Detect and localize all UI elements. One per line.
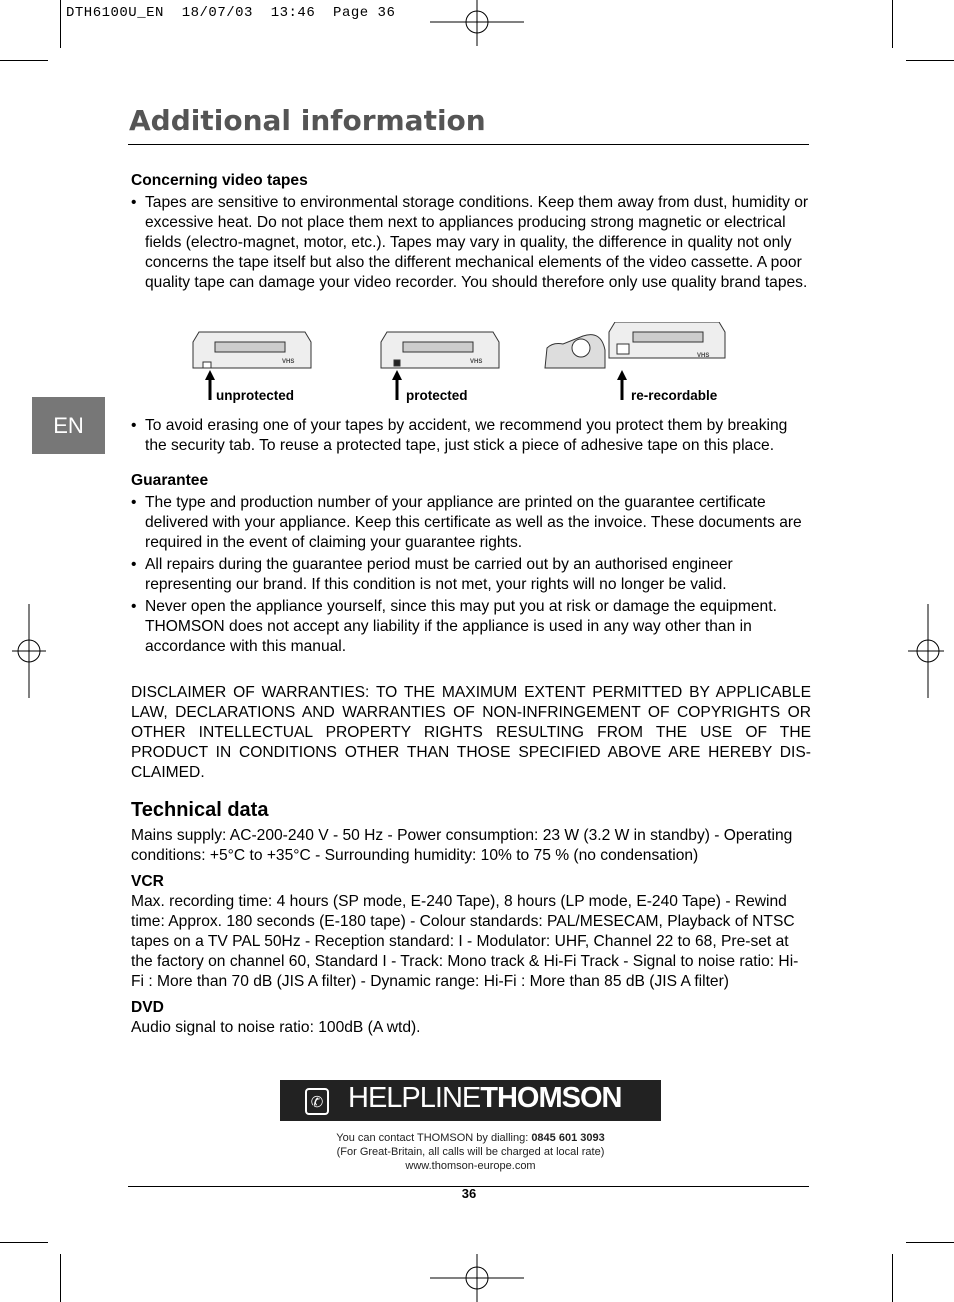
technical-heading: Technical data — [131, 799, 269, 821]
guarantee-bullet-1: • The type and production number of your appliance are printed on the guarantee certificate delivered with your appliance. Keep this certificate as well as the invoice. These documents are required in the event of claiming your guarantee rights. — [131, 493, 811, 553]
page-title: Additional information — [129, 104, 486, 137]
guarantee-section — [131, 471, 811, 659]
tapes-section-2 — [131, 416, 811, 458]
contact-note: (For Great-Britain, all calls will be charged at local rate) — [336, 1146, 605, 1158]
contact-prefix: You can contact THOMSON by dialling: — [336, 1132, 532, 1144]
helpline-light: HELPLINE — [348, 1082, 481, 1114]
vhs-label-2: VHS — [470, 359, 483, 365]
guarantee-bullet-3: • Never open the appliance yourself, since this may put you at risk or damage the equipment. THOMSON does not accept any liability if the appliance is used in any way other than in accordance with this manual. — [131, 597, 811, 657]
caption-unprotected: unprotected — [216, 388, 295, 403]
dvd-heading: DVD — [131, 999, 164, 1016]
tapes-section — [131, 171, 811, 295]
vhs-label-3: VHS — [697, 353, 710, 359]
tapes-heading: Concerning video tapes — [131, 172, 308, 189]
technical-general: Mains supply: AC-200-240 V - 50 Hz - Power consumption: 23 W (3.2 W in standby) - Operating conditions: +5°C to +35°C - Surrounding humidity: 10% to 75 % (no condensation) — [131, 827, 793, 864]
phone-icon: ✆ — [305, 1088, 329, 1115]
disclaimer: DISCLAIMER OF WARRANTIES: TO THE MAXIMUM EXTENT PERMITTED BY APPLICABLE LAW, DECLARATIONS AND WARRANTIES OF NON-INFRINGEMENT OF COPYRIGHTS OR OTHER INTELLECTUAL PROPERTY RIGHTS RESULTING FROM THE USE OF THE PRODUCT IN CONDITIONS OTHER THAN THOSE SPECIFIED ABOVE ARE HEREBY DIS-CLAIMED. — [131, 684, 811, 781]
technical-section — [131, 800, 811, 1038]
vhs-label-1: VHS — [282, 359, 295, 365]
contact-line — [280, 1131, 661, 1145]
caption-rerecordable: re-recordable — [631, 388, 718, 403]
tape-dispenser — [545, 335, 605, 368]
helpline-label — [348, 1082, 621, 1115]
tapes-bullet-1: • Tapes are sensitive to environmental storage conditions. Keep them away from dust, humidity or excessive heat. Do not place them next to appliances producing strong magnetic or electrical fields (electro-magnet, motor, etc.). Tapes may vary in quality, the difference in quality not only concerns the tape itself but also the different mechanical elements of the video cassette. A poor quality tape can damage your video recorder. You should therefore only use quality brand tapes. — [131, 193, 811, 293]
caption-protected: protected — [406, 388, 468, 403]
dvd-text: Audio signal to noise ratio: 100dB (A wtd). — [131, 1019, 421, 1036]
website: www.thomson-europe.com — [405, 1160, 536, 1172]
print-slug: DTH6100U_EN 18/07/03 13:46 Page 36 — [66, 5, 396, 21]
title-rule — [128, 144, 809, 145]
page-number: 36 — [461, 1186, 477, 1201]
tapes-bullet-2: • To avoid erasing one of your tapes by accident, we recommend you protect them by breaking the security tab. To reuse a protected tape, just stick a piece of adhesive tape on this place. — [131, 416, 811, 456]
helpline-brand: THOMSON — [480, 1082, 622, 1114]
guarantee-heading: Guarantee — [131, 472, 209, 489]
vcr-text: Max. recording time: 4 hours (SP mode, E-240 Tape), 8 hours (LP mode, E-240 Tape) - Rewind time: Approx. 180 seconds (E-180 tape) - Colour standards: PAL/MESECAM, Playback of NTSC tapes on a TV PAL 50Hz - Reception standard: I - Modulator: UHF, Channel 22 to 68, Pre-set at the factory on channel 60, Standard I - Track: Mono track & Hi-Fi Track - Signal to noise ratio: Hi-Fi : More than 70 dB (JIS A filter) - Dynamic range: Hi-Fi : More than 85 dB (JIS A filter) — [131, 893, 799, 990]
guarantee-bullet-2: • All repairs during the guarantee period must be carried out by an authorised engineer representing our brand. If this condition is not met, your rights will no longer be valid. — [131, 555, 811, 595]
phone-number: 0845 601 3093 — [531, 1132, 605, 1144]
vcr-heading: VCR — [131, 873, 164, 890]
language-tab: EN — [32, 397, 105, 454]
